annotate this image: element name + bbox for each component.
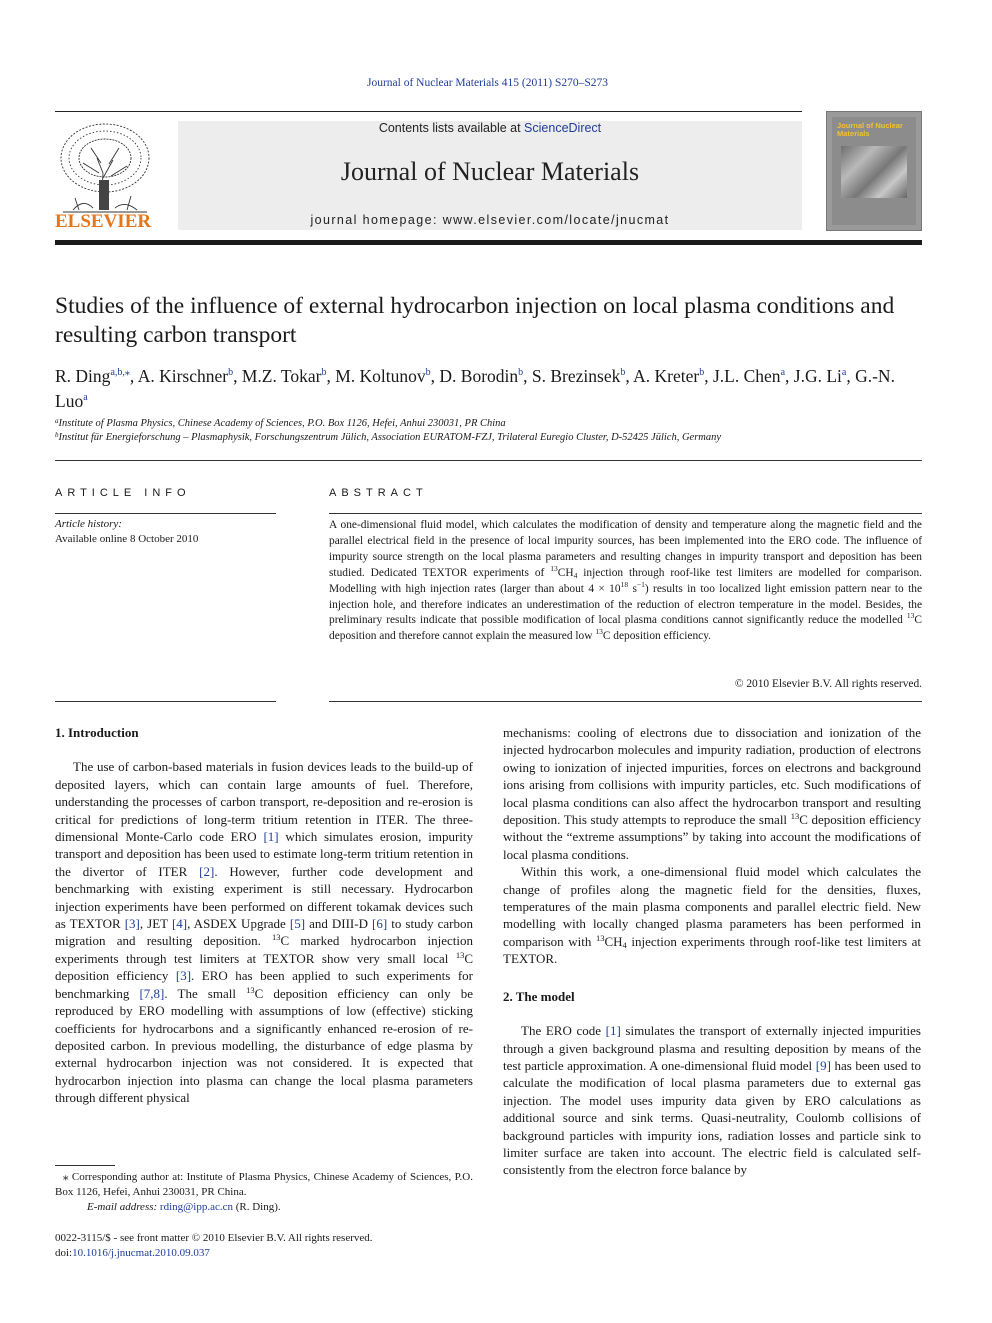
abstract-bottom-rule — [329, 701, 922, 702]
section-heading-model: 2. The model — [503, 988, 575, 1004]
author-separator: , — [704, 366, 713, 386]
citation-link[interactable]: [4] — [171, 916, 188, 932]
masthead-bottom-rule — [55, 240, 922, 245]
contents-prefix: Contents lists available at — [378, 121, 525, 135]
author-name: M.Z. Tokar — [241, 366, 322, 386]
author-affiliation-mark[interactable]: b — [699, 367, 705, 378]
abstract-heading: ABSTRACT — [329, 487, 428, 499]
affiliation-mark: a — [55, 417, 59, 425]
homepage-url[interactable]: www.elsevier.com/locate/jnucmat — [442, 213, 670, 227]
citation-link[interactable]: [3] — [124, 916, 140, 932]
author-affiliation-mark[interactable]: a,b, — [110, 367, 125, 378]
author-affiliation-mark[interactable]: a — [780, 367, 786, 378]
author-name: R. Ding — [55, 366, 111, 386]
author-separator: , — [625, 366, 634, 386]
journal-cover-thumbnail[interactable] — [826, 111, 922, 231]
author-separator: , — [785, 366, 794, 386]
abstract-text: A one-dimensional fluid model, which calculates the modification of density and temperature along the magnetic field and the parallel electrical field in the presence of local impurity sources, has been implemented into the ERO code. The influence of impurity source strength on the local plasma parameters and resulting changes in impurity transport and deposition has been studied. Dedicated TEXTOR experiments of $^{13}CH_4$ injection through roof-like test limiters are modelled for comparison. Modelling with high injection rates (larger than about $4 \times 10^{18}$ $s^{-1}$) results in too localized light emission pattern near to the injection hole, and therefore indicates an underestimation of the reduction of electron temperature in the model. Besides, the preliminary results indicate that possible modification of local plasma conditions cannot significantly reduce the modelled $^{13}$C deposition and therefore cannot explain the measured low $^{13}$C deposition efficiency. — [329, 519, 923, 643]
article-info-heading: ARTICLE INFO — [55, 487, 191, 499]
author-separator: , — [846, 366, 856, 386]
abstract-copyright: © 2010 Elsevier B.V. All rights reserved. — [734, 678, 922, 690]
author-name: J.L. Chen — [712, 366, 781, 386]
author-affiliation-mark[interactable]: b — [518, 367, 524, 378]
author-list — [55, 362, 922, 412]
article-info-rule — [55, 513, 276, 514]
author-separator: , — [523, 366, 532, 386]
body-column-left — [55, 724, 473, 1107]
author-separator: , — [430, 366, 440, 386]
header-divider — [55, 460, 922, 461]
citation-link[interactable]: [2] — [199, 863, 215, 879]
author-name: G.-N. Luo — [55, 366, 895, 411]
contents-line — [178, 121, 802, 135]
footnote-rule — [55, 1165, 115, 1166]
author-affiliation-mark[interactable]: a — [83, 392, 88, 403]
email-footnote: E-mail address: rding@ipp.ac.cn (R. Ding). — [87, 1201, 281, 1213]
affiliation-b — [55, 431, 922, 443]
doi-link[interactable]: 10.1016/j.jnucmat.2010.09.037 — [72, 1247, 210, 1259]
citation-link[interactable]: [1] — [605, 1023, 621, 1039]
paragraph: The use of carbon-based materials in fusion devices leads to the build-up of deposited layers, which can contain large amounts of fuel. Therefore, understanding the processes of carbon transport, re-deposition and re-erosion is critical for predictions of long-term tritium retention in ITER. The three-dimensional Monte-Carlo code ERO [1] which simulates erosion, impurity transport and deposition has been used to estimate long-term tritium retention in the divertor of ITER [2]. However, further code development and benchmarking with existing experiment is still necessary. Hydrocarbon injection experiments have been performed on different tokamak devices such as TEXTOR [3], JET [4], ASDEX Upgrade [5] and DIII-D [6] to study carbon migration and resulting deposition. $^{13}$C marked hydrocarbon injection experiments through test limiters at TEXTOR show very small local $^{13}$C deposition efficiency [3]. ERO has been applied to such experiments for benchmarking [7,8]. The small $^{13}$C deposition efficiency can only be reproduced by ERO modelling with assumptions of low (effective) sticking coefficients for hydrocarbons and a significantly enhanced re-erosion of re-deposited carbon. In previous modelling, the disturbance of edge plasma by external hydrocarbon injection was not considered. It is expected that hydrocarbon injection into plasma can change the local plasma parameters through different physical — [55, 759, 474, 1106]
author-name: D. Borodin — [439, 366, 519, 386]
affiliation-a — [55, 417, 922, 429]
elsevier-wordmark: ELSEVIER — [55, 211, 152, 232]
author-name: S. Brezinsek — [531, 366, 621, 386]
author-name: A. Kirschner — [137, 366, 229, 386]
issn-line: 0022-3115/$ - see front matter © 2010 Elsevier B.V. All rights reserved. doi:10.1016/j.jnucmat.2010.09.037 — [55, 1232, 373, 1259]
paragraph: Within this work, a one-dimensional fluid model which calculates the change of profiles along the magnetic field for the densities, fluxes, temperatures of the main plasma components and parallel electric field. New modelling with locally changed plasma parameters has been performed in comparison with $^{13}CH_4$ injection experiments through roof-like test limiters at TEXTOR. — [503, 864, 921, 967]
author-separator: , — [129, 366, 138, 386]
author-affiliation-mark[interactable]: a — [841, 367, 847, 378]
affiliation-text: Institute of Plasma Physics, Chinese Academy of Sciences, P.O. Box 1126, Hefei, Anhui 230031, PR China — [58, 418, 506, 429]
article-title: Studies of the influence of external hydrocarbon injection on local plasma conditions and resulting carbon transport — [55, 293, 895, 348]
email-link[interactable]: rding@ipp.ac.cn — [159, 1201, 233, 1213]
citation-link[interactable]: [3] — [175, 968, 192, 984]
body-column-right — [503, 724, 921, 1179]
cover-title: Journal of Nuclear Materials — [837, 121, 903, 138]
affiliation-text: Institut für Energieforschung – Plasmaphysik, Forschungszentrum Jülich, Association EURATOM-FZJ, Trilateral Euregio Cluster, D-52425 Jülich, Germany — [58, 432, 722, 443]
author-affiliation-mark[interactable]: b — [228, 367, 234, 378]
running-head[interactable]: Journal of Nuclear Materials 415 (2011) S270–S273 — [366, 77, 609, 89]
corresponding-author-mark[interactable]: ⁎ — [124, 367, 130, 378]
author-separator: , — [233, 366, 242, 386]
author-name: J.G. Li — [793, 366, 842, 386]
corresponding-author-footnote: ⁎ Corresponding author at: Institute of Plasma Physics, Chinese Academy of Sciences, P.O. Box 1126, Hefei, Anhui 230031, PR China. — [55, 1171, 473, 1198]
author-affiliation-mark[interactable]: b — [321, 367, 327, 378]
paragraph: mechanisms: cooling of electrons due to dissociation and ionization of the injected hydrocarbon molecules and impurity radiation, production of electrons owing to ionization of injected impurities, forces on electrons and background ions arising from collisions with impurity particles, etc. Such modifications of local plasma conditions can also affect the hydrocarbon transport and resulting deposition. This study attempts to reproduce the small $^{13}$C deposition efficiency without the “extreme assumptions” by taking into account the modifications of local plasma conditions. — [503, 725, 922, 862]
section-heading-introduction: 1. Introduction — [55, 725, 139, 740]
paragraph: The ERO code [1] simulates the transport of externally injected impurities through a given background plasma and resulting deposition by means of the test particle approximation. A one-dimensional fluid model [9] has been used to calculate the modification of local plasma parameters due to external gas injection. The model uses impurity data given by ERO calculations as additional source and sink terms. Quasi-neutrality, Coulomb collisions of background particles with impurity ions, radiation losses and particle sink to limiter surface are taken into account. The electric field is calculated self-consistently from the electron force balance by — [503, 1023, 921, 1178]
affiliation-mark: b — [55, 431, 59, 439]
citation-link[interactable]: [1] — [263, 829, 279, 845]
author-name: A. Kreter — [633, 366, 700, 386]
journal-homepage — [178, 213, 802, 227]
author-affiliation-mark[interactable]: b — [425, 367, 431, 378]
homepage-prefix: journal homepage: — [310, 213, 443, 227]
article-history-label: Article history: — [55, 518, 122, 530]
citation-link[interactable]: [9] — [815, 1057, 831, 1073]
journal-title: Journal of Nuclear Materials — [340, 157, 640, 186]
article-history-value: Available online 8 October 2010 — [55, 533, 199, 545]
author-affiliation-mark[interactable]: b — [620, 367, 626, 378]
masthead-top-rule — [55, 111, 802, 112]
abstract-rule — [329, 513, 922, 514]
author-separator: , — [326, 366, 336, 386]
citation-link[interactable]: [7,8] — [139, 985, 165, 1001]
citation-link[interactable]: [6] — [372, 916, 388, 932]
article-info-bottom-rule — [55, 701, 276, 702]
cover-image — [841, 146, 907, 198]
citation-link[interactable]: [5] — [289, 916, 306, 932]
author-name: M. Koltunov — [335, 366, 426, 386]
sciencedirect-link[interactable]: ScienceDirect — [524, 121, 602, 135]
